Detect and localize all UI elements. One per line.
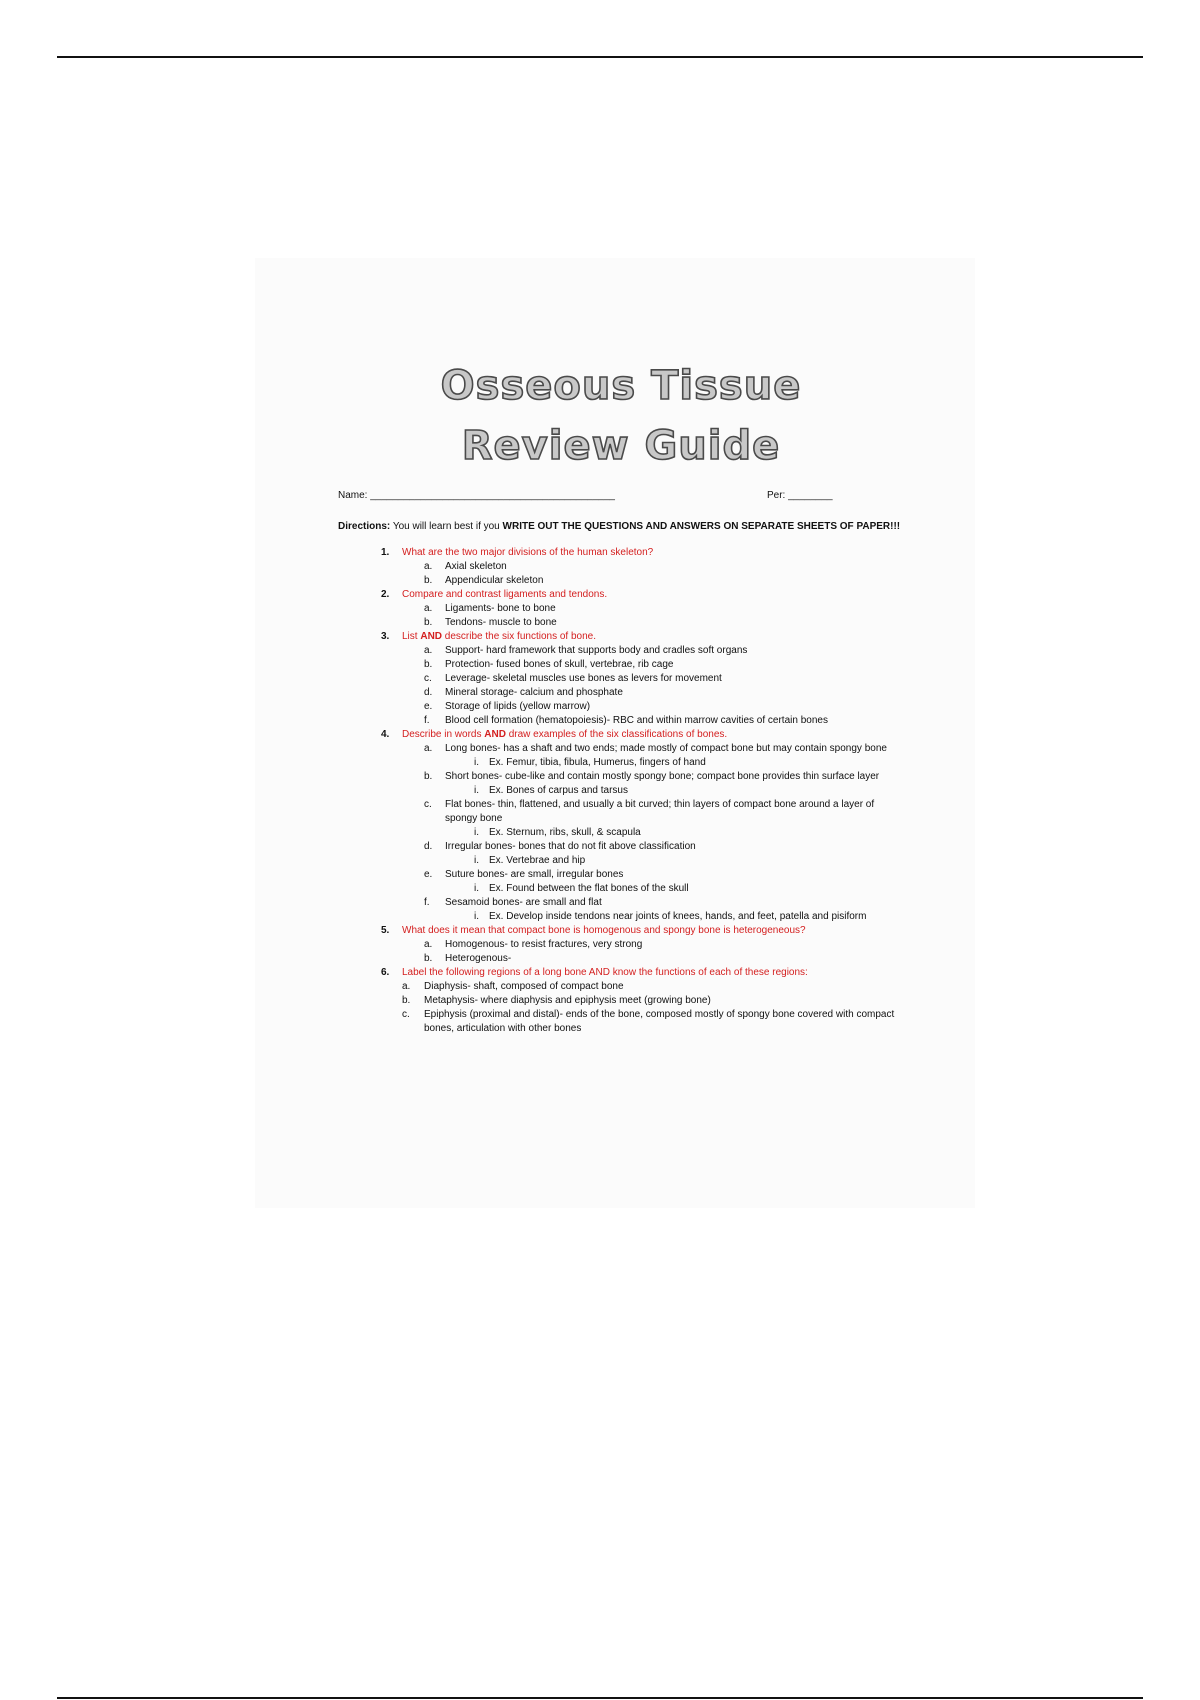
answer-text: Protection- fused bones of skull, vertebrae, rib cage [445,659,674,670]
answer-item [402,896,898,924]
answer-item [402,560,898,574]
example-item [445,910,898,924]
answer-item [402,798,898,840]
answer-marker: b. [424,771,433,782]
answer-marker: b. [424,953,433,964]
answer-list [402,560,898,588]
top-rule [57,56,1143,58]
question-item [338,546,898,588]
worksheet-title [344,356,898,476]
answer-marker: d. [424,841,433,852]
example-marker: i. [474,785,479,796]
example-text: Ex. Found between the flat bones of the skull [489,883,689,894]
answer-marker: a. [402,981,411,992]
answer-item [402,602,898,616]
question-text-pre: List [402,631,421,642]
question-text [402,729,727,740]
question-text-post: draw examples of the six classifications of bones. [505,729,728,740]
answer-text: Leverage- skeletal muscles use bones as levers for movement [445,673,722,684]
example-list [445,826,898,840]
directions-emphasis: WRITE OUT THE QUESTIONS AND ANSWERS ON SEPARATE SHEETS OF PAPER!!! [502,521,901,532]
answer-item [402,742,898,770]
answer-text: Flat bones- thin, flattened, and usually a bit curved; thin layers of compact bone around a layer of spongy bone [445,799,875,824]
question-item [338,924,898,966]
example-text: Ex. Bones of carpus and tarsus [489,785,628,796]
answer-text: Storage of lipids (yellow marrow) [445,701,591,712]
answer-marker: a. [424,645,433,656]
example-list [445,882,898,896]
answer-text: Support- hard framework that supports body and cradles soft organs [445,645,748,656]
example-list [445,910,898,924]
example-list [445,854,898,868]
directions [338,520,903,534]
answer-text: Mineral storage- calcium and phosphate [445,687,623,698]
question-number: 6. [381,967,390,978]
answer-item [402,574,898,588]
answer-text: Irregular bones- bones that do not fit above classification [445,841,696,852]
answer-text: Axial skeleton [445,561,507,572]
answer-item [402,700,898,714]
example-list [445,784,898,798]
answer-list [402,938,898,966]
answer-item [402,994,898,1008]
answer-marker: a. [424,561,433,572]
answer-item [402,770,898,798]
directions-label: Directions: [338,521,391,532]
answer-list [402,742,898,924]
question-text [402,631,596,642]
question-item [338,728,898,924]
answer-text: Long bones- has a shaft and two ends; made mostly of compact bone but may contain spongy bone [445,743,887,754]
question-text-emphasis: AND [420,631,443,642]
example-item [445,826,898,840]
example-marker: i. [474,827,479,838]
answer-marker: c. [424,799,432,810]
example-marker: i. [474,757,479,768]
directions-text: You will learn best if you [390,521,503,532]
answer-text: Suture bones- are small, irregular bones [445,869,624,880]
answer-marker: a. [424,603,433,614]
answer-marker: e. [424,701,433,712]
example-list [445,756,898,770]
question-text-emphasis: AND [484,729,506,740]
question-text: What does it mean that compact bone is homogenous and spongy bone is heterogeneous? [402,925,806,936]
answer-marker: f. [424,897,430,908]
example-text: Ex. Develop inside tendons near joints of knees, hands, and feet, patella and pisiform [489,911,867,922]
answer-item [402,714,898,728]
answer-item [402,840,898,868]
answer-item [402,686,898,700]
answer-text: Short bones- cube-like and contain mostly spongy bone; compact bone provides thin surface layer [445,771,880,782]
answer-list [402,980,898,1036]
answer-text: Heterogenous- [445,953,512,964]
question-number: 5. [381,925,390,936]
title-line-2: Review Guide [461,423,781,469]
answer-text: Epiphysis (proximal and distal)- ends of the bone, composed mostly of spongy bone covered with compact bones, articulation with other bones [424,1009,895,1034]
name-field: Name: ____________________________________________ [338,490,615,501]
answer-marker: c. [402,1009,410,1020]
question-text: Label the following regions of a long bone AND know the functions of each of these regions: [402,967,808,978]
example-item [445,784,898,798]
answer-list [402,644,898,728]
answer-marker: b. [424,575,433,586]
example-item [445,756,898,770]
question-number: 4. [381,729,390,740]
student-info-row [338,490,898,506]
answer-item [402,980,898,994]
example-marker: i. [474,855,479,866]
bottom-rule [57,1697,1143,1699]
answer-marker: a. [424,939,433,950]
question-text-post: describe the six functions of bone. [442,631,596,642]
answer-item [402,672,898,686]
period-field: Per: ________ [767,490,833,501]
question-list [338,546,898,1036]
answer-marker: b. [424,617,433,628]
question-text: What are the two major divisions of the human skeleton? [402,547,654,558]
question-number: 1. [381,547,390,558]
example-marker: i. [474,911,479,922]
answer-item [402,616,898,630]
answer-list [402,602,898,630]
question-item [338,630,898,728]
question-text: Compare and contrast ligaments and tendons. [402,589,608,600]
answer-text: Tendons- muscle to bone [445,617,557,628]
answer-marker: b. [424,659,433,670]
answer-item [402,644,898,658]
example-item [445,882,898,896]
question-item [338,588,898,630]
answer-text: Diaphysis- shaft, composed of compact bone [424,981,624,992]
answer-item [402,868,898,896]
answer-marker: e. [424,869,433,880]
answer-marker: c. [424,673,432,684]
question-number: 3. [381,631,390,642]
answer-text: Sesamoid bones- are small and flat [445,897,602,908]
answer-text: Ligaments- bone to bone [445,603,556,614]
question-number: 2. [381,589,390,600]
answer-marker: f. [424,715,430,726]
example-item [445,854,898,868]
question-text-pre: Describe in words [402,729,485,740]
worksheet [338,356,901,1036]
answer-text: Homogenous- to resist fractures, very strong [445,939,643,950]
answer-marker: d. [424,687,433,698]
example-marker: i. [474,883,479,894]
answer-text: Metaphysis- where diaphysis and epiphysis meet (growing bone) [424,995,711,1006]
example-text: Ex. Sternum, ribs, skull, & scapula [489,827,641,838]
question-item [338,966,898,1036]
answer-item [402,938,898,952]
example-text: Ex. Femur, tibia, fibula, Humerus, fingers of hand [489,757,706,768]
answer-marker: b. [402,995,411,1006]
example-text: Ex. Vertebrae and hip [489,855,586,866]
answer-item [402,1008,898,1036]
answer-item [402,952,898,966]
title-line-1: Osseous Tissue [440,363,802,409]
answer-text: Appendicular skeleton [445,575,544,586]
answer-text: Blood cell formation (hematopoiesis)- RBC and within marrow cavities of certain bones [445,715,828,726]
answer-item [402,658,898,672]
answer-marker: a. [424,743,433,754]
